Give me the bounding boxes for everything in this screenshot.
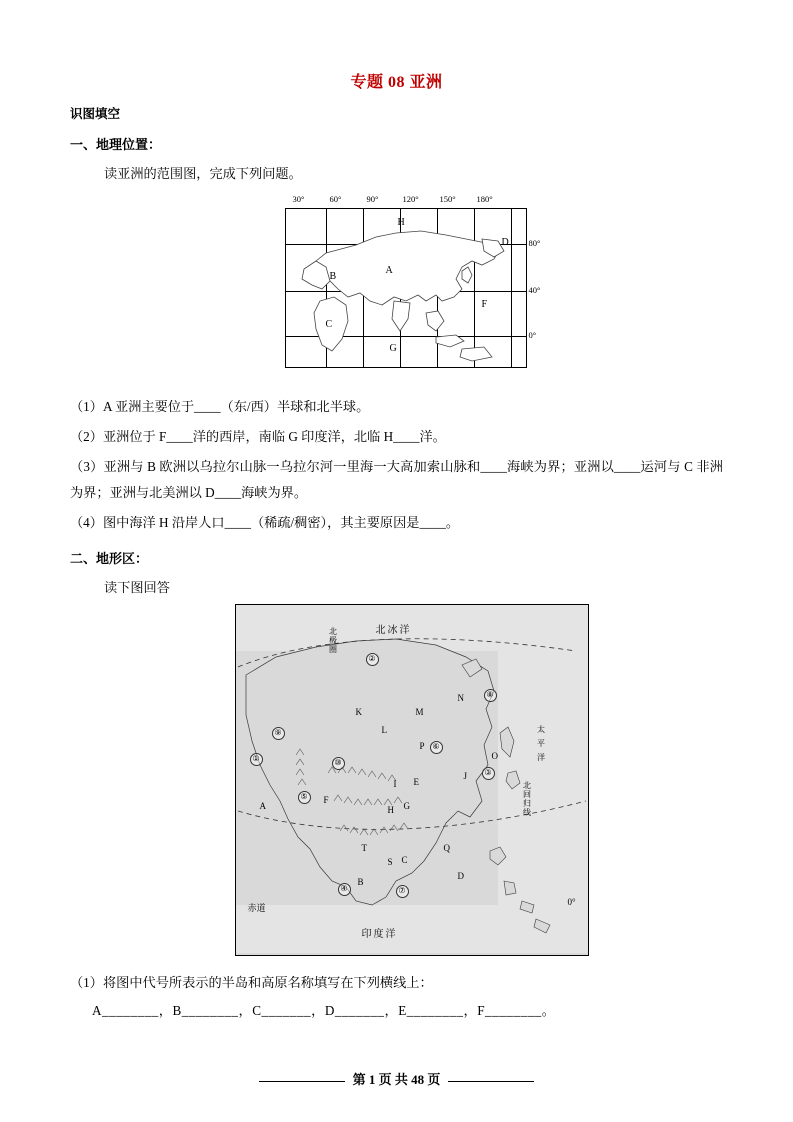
lon-label-60: 60° [329, 194, 342, 204]
map2-letter-L: L [381, 725, 387, 735]
lon-label-90: 90° [366, 194, 379, 204]
page-footer [0, 1069, 793, 1088]
footer-text: 第 1 页 共 48 页 [352, 1072, 441, 1087]
heading-geographic-location: 一、地理位置： [70, 137, 162, 152]
map1-letter-A: A [385, 265, 393, 276]
footer-rule-right [448, 1081, 534, 1082]
map2-letter-Q: Q [443, 843, 450, 853]
map2-letter-D: D [457, 871, 464, 881]
map2-ocean-pacific: 太平洋 [536, 725, 546, 767]
figure-asia-landforms [70, 604, 723, 956]
map2-number-9: ⑨ [272, 727, 285, 740]
map2-letter-J: J [463, 771, 468, 781]
map2-number-6: ⑥ [430, 741, 443, 754]
question-1-3: （3）亚洲与 B 欧洲以乌拉尔山脉一乌拉尔河一里海一大高加索山脉和____海峡为界；亚洲以____运河与 C 非洲为界；亚洲与北美洲以 D____海峡为界。 [70, 459, 723, 500]
lat-label-0: 0° [528, 330, 537, 340]
page-title: 专题 08 亚洲 [350, 74, 443, 91]
map2-ocean-indian: 印度洋 [361, 929, 398, 940]
section-label-fill-in-map: 识图填空 [70, 107, 121, 121]
heading-landforms: 二、地形区： [70, 551, 149, 566]
lon-label-120: 120° [402, 194, 419, 204]
map2-letter-F: F [323, 795, 329, 805]
map1-letter-D: D [501, 237, 509, 248]
map2-number-1: ① [250, 753, 263, 766]
figure-asia-extent [70, 190, 723, 380]
question-1-1: （1）A 亚洲主要位于____（东/西）半球和北半球。 [70, 399, 370, 414]
map1-letter-G: G [389, 343, 397, 354]
map2-line-arctic-circle: 北极圈 [328, 627, 338, 654]
map-asia-landforms [235, 604, 589, 956]
lon-label-30: 30° [292, 194, 305, 204]
map2-letter-E: E [413, 777, 419, 787]
map2-letter-K: K [355, 707, 362, 717]
map2-letter-O: O [491, 751, 498, 761]
map2-letter-T: T [361, 843, 367, 853]
map1-letter-B: B [329, 271, 337, 282]
question-1-4: （4）图中海洋 H 沿岸人口____（稀疏/稠密），其主要原因是____。 [70, 515, 460, 530]
map1-letter-H: H [397, 217, 405, 228]
map2-line-equator: 赤道 [247, 903, 266, 913]
map2-number-2: ② [366, 653, 379, 666]
map2-letter-P: P [419, 741, 425, 751]
map2-letter-G: G [403, 801, 410, 811]
lon-label-180: 180° [476, 194, 493, 204]
map2-letter-A: A [259, 801, 266, 811]
question-2-1: （1）将图中代号所表示的半岛和高原名称填写在下列横线上： [70, 975, 433, 990]
map2-letter-C: C [401, 855, 408, 865]
map2-letter-S: S [387, 857, 393, 867]
question-1-2: （2）亚洲位于 F____洋的西岸，南临 G 印度洋，北临 H____洋。 [70, 429, 446, 444]
map2-letter-I: I [393, 779, 397, 789]
map2-ocean-arctic: 北冰洋 [375, 625, 412, 636]
map2-line-tropic-cancer: 北回归线 [522, 781, 532, 817]
instruction-section1: 读亚洲的范围图，完成下列问题。 [104, 166, 302, 181]
map1-letter-C: C [325, 319, 333, 330]
lat-label-80: 80° [528, 238, 541, 248]
map2-number-4: ④ [338, 883, 351, 896]
map-asia-extent-frame [285, 208, 527, 368]
map2-line-zero: 0° [567, 897, 576, 907]
map-asia-extent [257, 190, 547, 380]
lat-label-40: 40° [528, 285, 541, 295]
lon-label-150: 150° [439, 194, 456, 204]
answer-blanks-line: A________，B________，C_______，D_______，E________，F________。 [92, 1003, 556, 1018]
map2-letter-M: M [415, 707, 424, 717]
map2-letter-B: B [357, 877, 364, 887]
footer-rule-left [259, 1081, 345, 1082]
map2-letter-H: H [387, 805, 394, 815]
map2-letter-N: N [457, 693, 464, 703]
map2-number-8: ⑧ [484, 689, 497, 702]
map2-number-10: ⑩ [332, 757, 345, 770]
map2-number-5: ⑤ [298, 791, 311, 804]
map2-number-7: ⑦ [396, 885, 409, 898]
map1-letter-F: F [481, 299, 488, 310]
map2-number-3: ③ [482, 767, 495, 780]
instruction-section2: 读下图回答 [104, 580, 170, 595]
